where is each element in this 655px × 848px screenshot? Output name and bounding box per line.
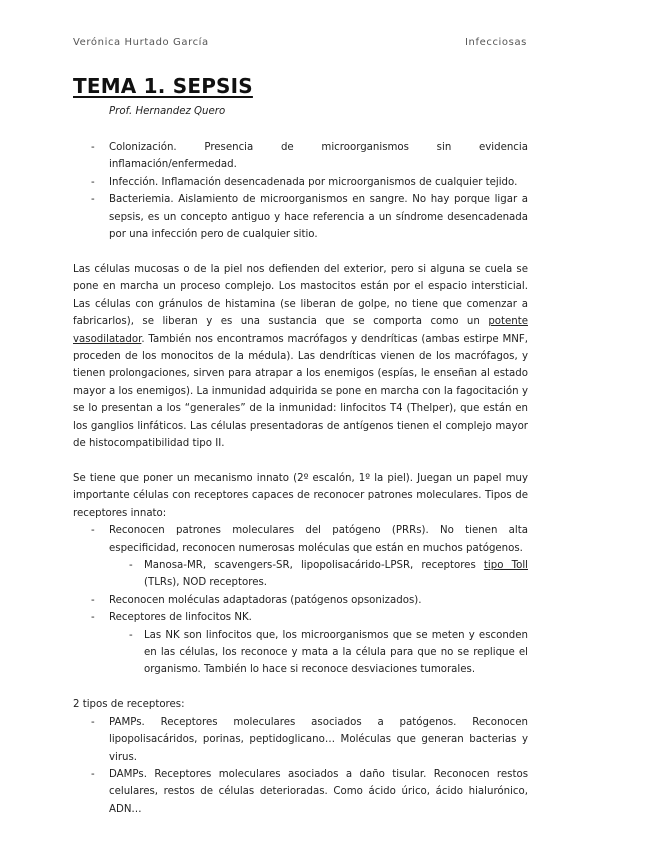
list-item: - Manosa-MR, scavengers-SR, lipopolisacárido-LPSR, receptores tipo Toll (TLRs), NOD receptores. bbox=[108, 557, 528, 592]
innate-receptors-list bbox=[73, 522, 528, 679]
underlined-term: potente vasodilatador bbox=[73, 316, 528, 345]
sublist bbox=[73, 557, 528, 592]
list-item: - Receptores de linfocitos NK. - Las NK son linfocitos que, los microorganismos que se meten y esconden en las células, los reconoce y mata a la célula para que no se replique el organismo. También lo hace si reconoce desviaciones tumorales. bbox=[73, 609, 528, 679]
header-subject: Infecciosas bbox=[464, 37, 527, 48]
definitions-list bbox=[73, 139, 528, 243]
header-author: Verónica Hurtado García bbox=[73, 37, 209, 48]
list-item: - Reconocen moléculas adaptadoras (patógenos opsonizados). bbox=[73, 592, 528, 609]
list-item: - Infección. Inflamación desencadenada por microorganismos de cualquier tejido. bbox=[73, 174, 528, 191]
page-header bbox=[73, 37, 527, 48]
paragraph-cells: Las células mucosas o de la piel nos defienden del exterior, pero si alguna se cuela se pone en marcha un proceso complejo. Los mastocitos están por el espacio intersticial. Las células con gránulos de histamina (se liberan de golpe, no tiene que comenzar a fabricarlos), se liberan y es una sustancia que se comporta como un potente vasodilatador. También nos encontramos macrófagos y dendríticas (ambas estirpe MNF, proceden de los monocitos de la médula). Las dendríticas vienen de los macrófagos, y tienen prolongaciones, sirven para atrapar a los enemigos (espías, le enseñan al estado mayor a los enemigos). La inmunidad adquirida se pone en marcha con la fagocitación y se lo presentan a los “generales” de la inmunidad: linfocitos T4 (Thelper), que están en los ganglios linfáticos. Las células presentadoras de antígenos tienen el complejo mayor de histocompatibilidad tipo II. bbox=[73, 263, 528, 449]
paragraph-innate: Se tiene que poner un mecanismo innato (2º escalón, 1º la piel). Juegan un papel muy importante células con receptores capaces de reconocer patrones moleculares. Tipos de receptores innato: bbox=[73, 472, 528, 519]
document-body bbox=[73, 139, 528, 818]
list-item: - Colonización. Presencia de microorganismos sin evidencia inflamación/enfermedad. bbox=[73, 139, 528, 174]
professor-name: Prof. Hernandez Quero bbox=[109, 106, 226, 117]
underlined-term: tipo Toll bbox=[483, 559, 528, 571]
receptors-intro: 2 tipos de receptores: bbox=[73, 699, 185, 711]
list-item: - PAMPs. Receptores moleculares asociados a patógenos. Reconocen lipopolisacáridos, porinas, peptidoglicano… Moléculas que generan bacterias y virus. bbox=[73, 714, 528, 766]
list-item: - Reconocen patrones moleculares del patógeno (PRRs). No tienen alta especificidad, reconocen numerosas moléculas que están en muchos patógenos. - Manosa-MR, scavengers-SR, lipopolisacárido-LPSR, receptores tipo Toll (TLRs), NOD receptores. bbox=[73, 522, 528, 592]
list-item: - DAMPs. Receptores moleculares asociados a daño tisular. Reconocen restos celulares, restos de células deterioradas. Como ácido úrico, ácido hialurónico, ADN… bbox=[73, 766, 528, 818]
list-item: - Las NK son linfocitos que, los microorganismos que se meten y esconden en las células, los reconoce y mata a la célula para que no se replique el organismo. También lo hace si reconoce desviaciones tumorales. bbox=[108, 627, 528, 679]
list-item: - Bacteriemia. Aislamiento de microorganismos en sangre. No hay porque ligar a sepsis, es un concepto antiguo y hace referencia a un síndrome desencadenada por una infección pero de cualquier sitio. bbox=[73, 191, 528, 243]
receptor-types-list bbox=[73, 714, 528, 818]
page-title: TEMA 1. SEPSIS bbox=[73, 74, 253, 98]
sublist bbox=[73, 627, 528, 679]
